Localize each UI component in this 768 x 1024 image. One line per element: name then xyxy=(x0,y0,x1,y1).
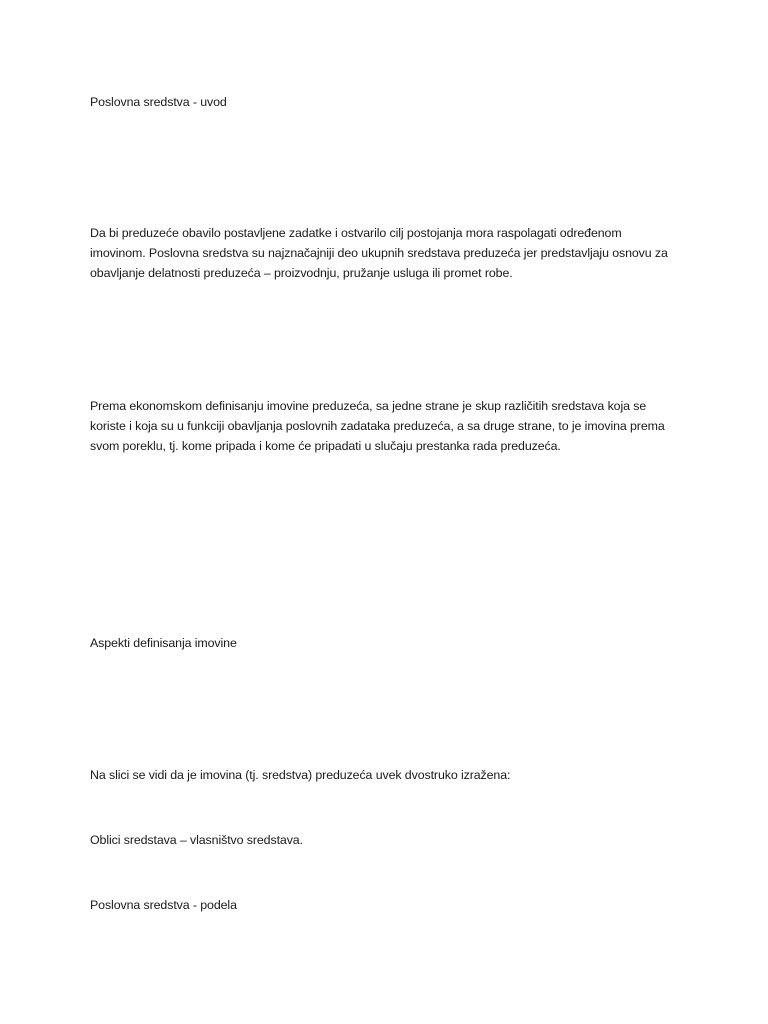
paragraph-forms-ownership: Oblici sredstava – vlasništvo sredstava. xyxy=(90,833,303,847)
heading-aspekti-definisanja-imovine: Aspekti definisanja imovine xyxy=(90,636,237,650)
heading-poslovna-sredstva-podela: Poslovna sredstva - podela xyxy=(90,898,237,912)
paragraph-dual-expression: Na slici se vidi da je imovina (tj. sredstva) preduzeća uvek dvostruko izražena: xyxy=(90,768,511,782)
paragraph-intro: Da bi preduzeće obavilo postavljene zadatke i ostvarilo cilj postojanja mora raspolagati određenom imovinom. Poslovna sredstva su najznačajniji deo ukupnih sredstava preduzeća jer predstavljaju osnovu za obavljanje delatnosti preduzeća – proizvodnju, pružanje usluga ili promet robe. xyxy=(90,226,668,280)
paragraph-economic-definition: Prema ekonomskom definisanju imovine preduzeća, sa jedne strane je skup različitih sredstava koja se koriste i koja su u funkciji obavljanja poslovnih zadataka preduzeća, a sa druge strane, to je imovina prema svom poreklu, tj. kome pripada i kome će pripadati u slučaju prestanka rada preduzeća. xyxy=(90,399,665,453)
heading-poslovna-sredstva-uvod: Poslovna sredstva - uvod xyxy=(90,95,227,109)
